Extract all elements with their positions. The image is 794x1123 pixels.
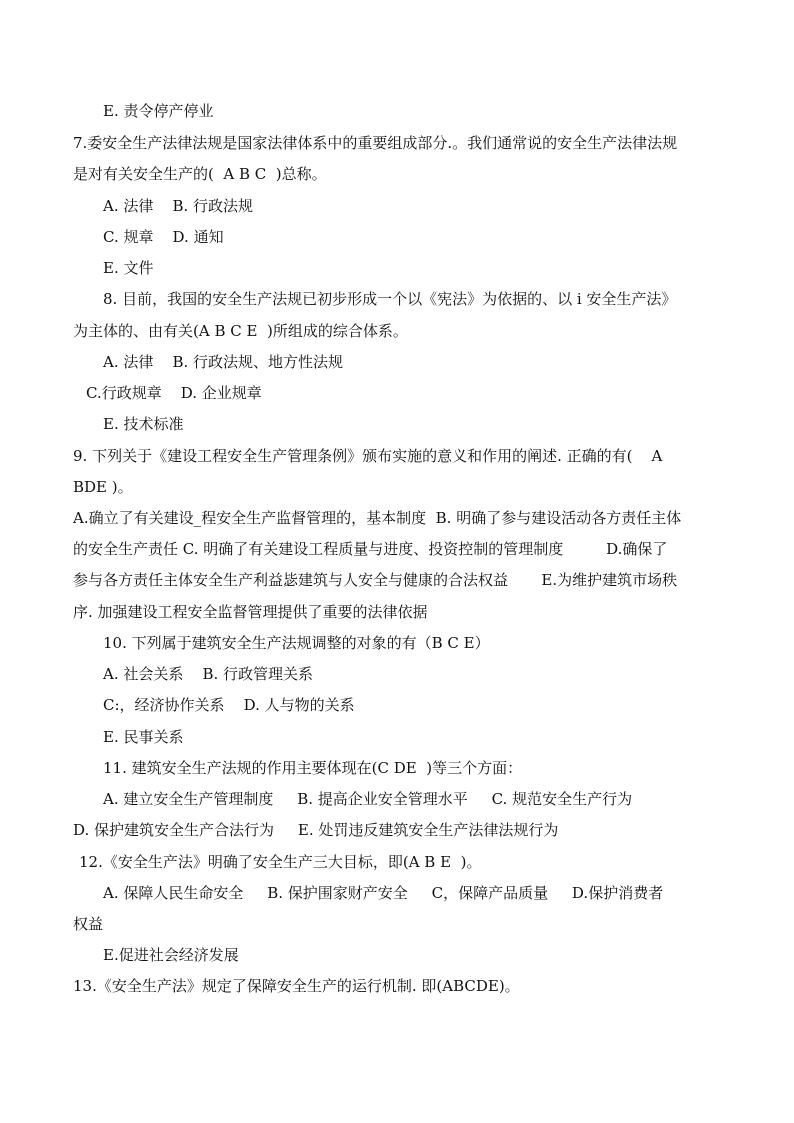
text-line: C.行政规章 D. 企业规章 [86, 384, 262, 402]
text-line: 的安全生产责任 C. 明确了有关建设工程质量与进度、投资控制的管理制度 D.确保了 [73, 540, 668, 558]
text-line: 为主体的、由有关(A B C E )所组成的综合体系。 [73, 322, 408, 340]
text-line: 9. 下列关于《建设工程安全生产管理条例》颁布实施的意义和作用的阐述. 正确的有( A [73, 447, 663, 465]
text-line: 权益 [73, 915, 104, 933]
text-line: 11. 建筑安全生产法规的作用主要体现在(C DE )等三个方面： [103, 759, 523, 777]
text-line: 12.《安全生产法》明确了安全生产三大目标，即(A B E )。 [79, 853, 482, 871]
text-line: C. 规章 D. 通知 [103, 228, 224, 246]
text-line: E. 责令停产停业 [103, 102, 214, 120]
text-line: A. 社会关系 B. 行政管理关系 [103, 665, 314, 683]
text-line: A. 建立安全生产管理制度 B. 提高企业安全管理水平 C. 规范安全生产行为 [103, 790, 633, 808]
text-line: A. 法律 B. 行政法规、地方性法规 [103, 353, 344, 371]
text-line: 是对有关安全生产的( A B C )总称。 [73, 165, 327, 183]
text-line: E.促进社会经济发展 [103, 946, 239, 964]
text-line: E. 民事关系 [103, 728, 184, 746]
text-line: 8. 目前，我国的安全生产法规已初步形成一个以《宪法》为依据的、以 i 安全生产法》 [103, 290, 677, 308]
text-line: E. 文件 [103, 259, 154, 277]
text-line: D. 保护建筑安全生产合法行为 E. 处罚违反建筑安全生产法律法规行为 [73, 821, 559, 839]
text-line: 7.委安全生产法律法规是国家法律体系中的重要组成部分.。我们通常说的安全生产法律法规 [73, 134, 678, 152]
text-line: 10. 下列属于建筑安全生产法规调整的对象的有（B C E） [103, 634, 490, 652]
text-line: 13.《安全生产法》规定了保障安全生产的运行机制. 即(ABCDE)。 [73, 977, 520, 995]
text-line: C:，经济协作关系 D. 人与物的关系 [103, 696, 355, 714]
text-line: A. 法律 B. 行政法规 [103, 197, 254, 215]
text-line: E. 技术标准 [103, 415, 184, 433]
text-line: BDE )。 [73, 478, 133, 496]
text-line: A. 保障人民生命安全 B. 保护围家财产安全 C，保障产品质量 D.保护消费者 [103, 884, 664, 902]
text-line: A.确立了有关建设_程安全生产监督管理的，基本制度 B. 明确了参与建设活动各方责任主体 [73, 509, 682, 527]
text-line: 参与各方责任主体安全生产利益毖建筑与人安全与健康的合法权益 E.为维护建筑市场秩 [73, 571, 678, 589]
text-line: 序. 加强建设工程安全监督管理提供了重要的法律依据 [73, 603, 428, 621]
